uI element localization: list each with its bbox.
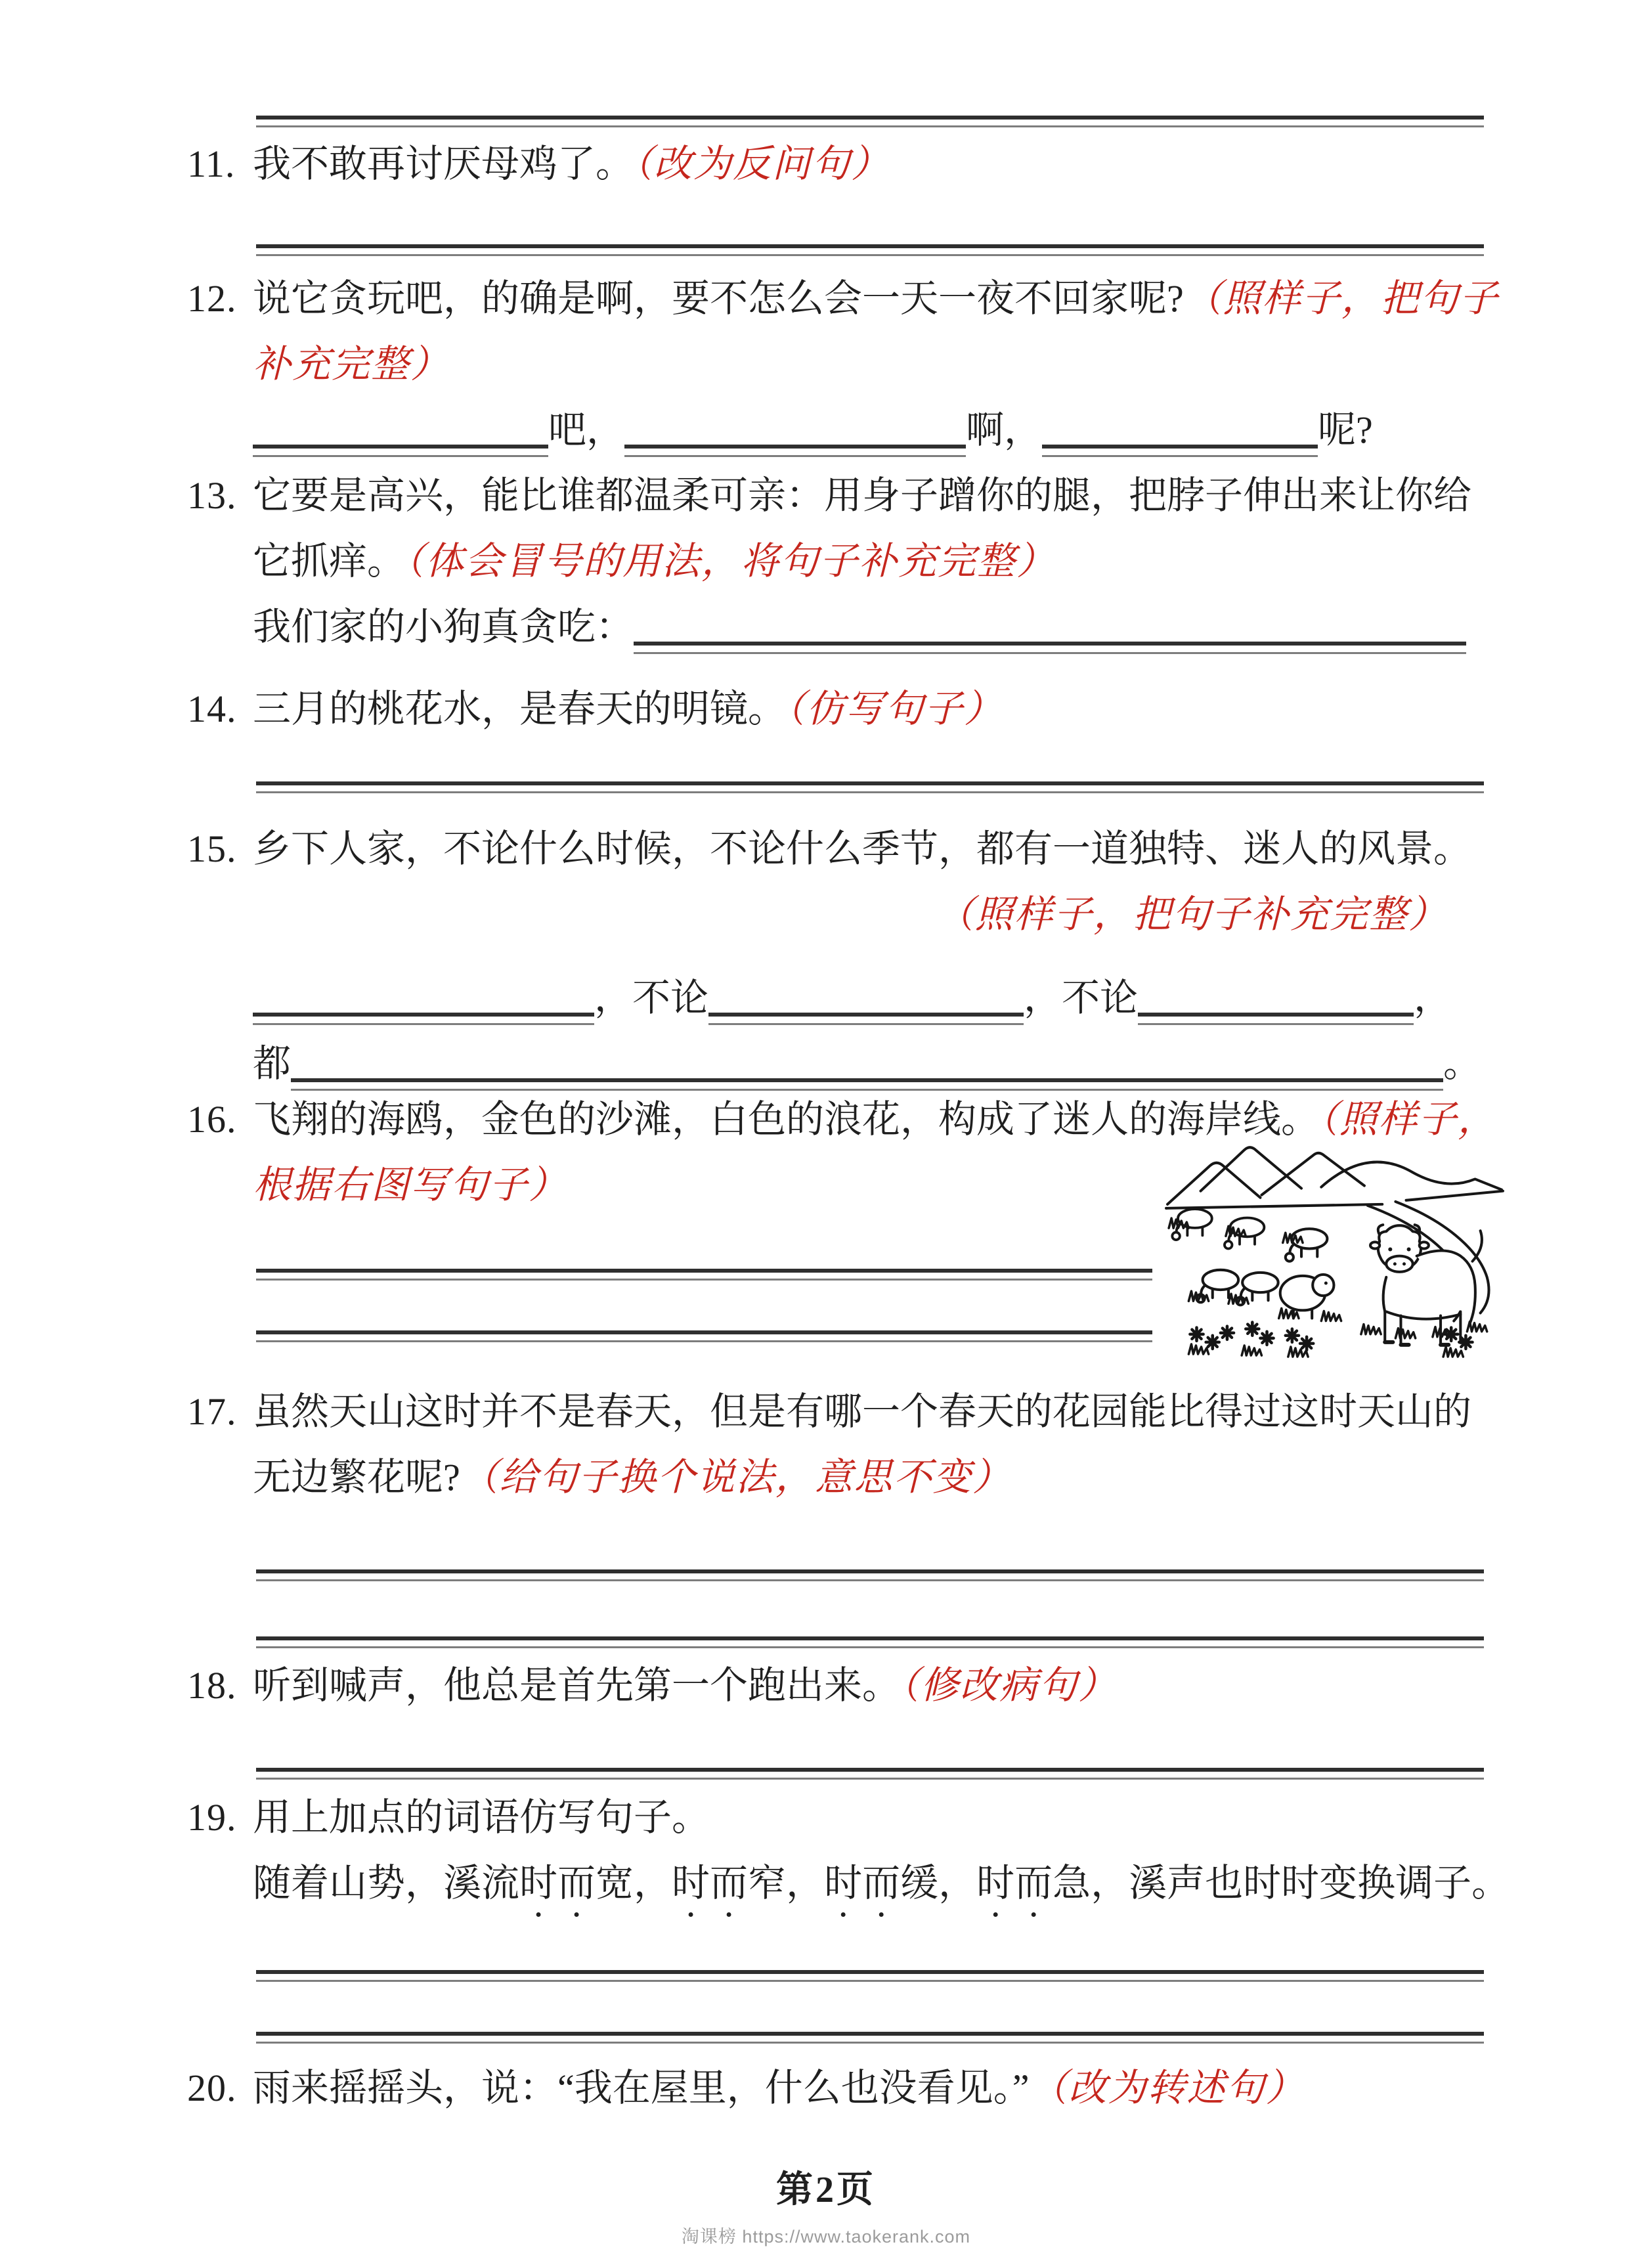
question-15 xyxy=(187,816,1484,1097)
question-number: 12. xyxy=(187,277,237,320)
flowers-drawing xyxy=(1188,1323,1472,1357)
fill-in-row xyxy=(253,397,1484,463)
instruction-note: 根据右图写句子） xyxy=(253,1164,569,1206)
answer-line xyxy=(256,1768,1484,1780)
answer-line xyxy=(256,2032,1484,2044)
fill-blank xyxy=(1138,1013,1414,1025)
question-number: 17. xyxy=(187,1390,237,1433)
fill-blank xyxy=(634,642,1466,654)
fill-prompt: 我们家的小狗真贪吃： xyxy=(253,605,634,648)
fill-word: 啊， xyxy=(966,408,1043,451)
instruction-note: （修改病句） xyxy=(900,1664,1118,1707)
answer-line xyxy=(256,1569,1484,1581)
instruction-note: 补充完整） xyxy=(253,343,450,385)
question-number: 19. xyxy=(187,1796,237,1839)
question-20 xyxy=(187,2055,1484,2121)
answer-line xyxy=(256,781,1484,793)
emphasized-word: 时而 xyxy=(672,1862,749,1904)
fill-word: 。 xyxy=(1443,1042,1482,1085)
question-text: 它抓痒。 xyxy=(253,540,406,582)
question-text: 虽然天山这时并不是春天，但是有哪一个春天的花园能比得过这时天山的 xyxy=(253,1390,1472,1433)
question-13 xyxy=(187,463,1484,660)
question-19 xyxy=(187,1785,1510,1925)
question-text: 飞翔的海鸥，金色的沙滩，白色的浪花，构成了迷人的海岸线。 xyxy=(253,1098,1320,1141)
question-text: 三月的桃花水，是春天的明镜。 xyxy=(253,688,787,730)
answer-line xyxy=(256,1330,1152,1342)
watermark: 淘课榜 https://www.taokerank.com xyxy=(681,2227,971,2246)
instruction-note: （体会冒号的用法，将句子补充完整） xyxy=(405,540,1056,582)
question-number: 15. xyxy=(187,827,237,870)
question-number: 18. xyxy=(187,1664,237,1707)
fill-blank xyxy=(253,445,548,457)
answer-line xyxy=(256,116,1484,127)
question-18 xyxy=(187,1653,1484,1719)
fill-word: 都 xyxy=(253,1042,292,1085)
pasture-illustration xyxy=(1162,1135,1507,1361)
fill-blank xyxy=(1042,445,1318,457)
instruction-note: （照样子，把句子 xyxy=(1183,277,1499,320)
answer-line xyxy=(256,244,1484,256)
instruction-note: （仿写句子） xyxy=(786,688,1004,730)
answer-line xyxy=(256,1269,1152,1281)
fill-blank xyxy=(253,1013,594,1025)
fill-word: 吧， xyxy=(548,408,625,451)
question-text: 说它贪玩吧，的确是啊，要不怎么会一天一夜不回家呢? xyxy=(253,277,1184,320)
fill-blank xyxy=(624,445,966,457)
instruction-note: （照样子，把句子补充完整） xyxy=(935,893,1448,936)
fill-in-row xyxy=(253,965,1484,1031)
instruction-note: （改为反问句） xyxy=(634,142,891,185)
sheep-flock-drawing xyxy=(1172,1209,1334,1318)
fill-word: ， xyxy=(1414,976,1452,1019)
question-11 xyxy=(187,131,1484,197)
question-number: 11. xyxy=(187,142,236,185)
fill-word: ，不论 xyxy=(1024,976,1139,1019)
fill-word: 呢? xyxy=(1318,408,1373,451)
question-number: 14. xyxy=(187,688,237,730)
question-17 xyxy=(187,1379,1484,1510)
fill-word: ，不论 xyxy=(594,976,709,1019)
question-number: 20. xyxy=(187,2067,237,2109)
question-14 xyxy=(187,676,1484,742)
question-text: 无边繁花呢? xyxy=(253,1456,460,1499)
instruction-note: （照样子， xyxy=(1319,1098,1498,1141)
question-text: 它要是高兴，能比谁都温柔可亲：用身子蹭你的腿，把脖子伸出来让你给 xyxy=(253,474,1472,517)
emphasized-word: 时而 xyxy=(824,1862,901,1904)
example-sentence: 随着山势，溪流时而宽，时而窄，时而缓，时而急，溪声也时时变换调子。 xyxy=(253,1862,1510,1904)
fill-blank xyxy=(708,1013,1024,1025)
answer-line xyxy=(256,1970,1484,1982)
question-number: 13. xyxy=(187,474,237,517)
answer-line xyxy=(256,1636,1484,1648)
page-number: 第2页 xyxy=(776,2170,876,2210)
emphasized-word: 时而 xyxy=(519,1862,596,1904)
instruction-note: （给句子换个说法，意思不变） xyxy=(460,1456,1012,1499)
question-12 xyxy=(187,266,1499,463)
question-text: 雨来摇摇头，说：“我在屋里，什么也没看见。” xyxy=(253,2067,1030,2109)
emphasized-word: 时而 xyxy=(976,1862,1053,1904)
question-number: 16. xyxy=(187,1098,237,1141)
instruction-note: （改为转述句） xyxy=(1029,2067,1305,2109)
question-text: 听到喊声，他总是首先第一个跑出来。 xyxy=(253,1664,901,1707)
mountains-drawing xyxy=(1166,1147,1503,1208)
question-text: 乡下人家，不论什么时候，不论什么季节，都有一道独特、迷人的风景。 xyxy=(253,827,1472,870)
lamb-drawing xyxy=(1280,1275,1334,1319)
question-text: 我不敢再讨厌母鸡了。 xyxy=(253,142,634,185)
question-intro: 用上加点的词语仿写句子。 xyxy=(253,1796,710,1839)
